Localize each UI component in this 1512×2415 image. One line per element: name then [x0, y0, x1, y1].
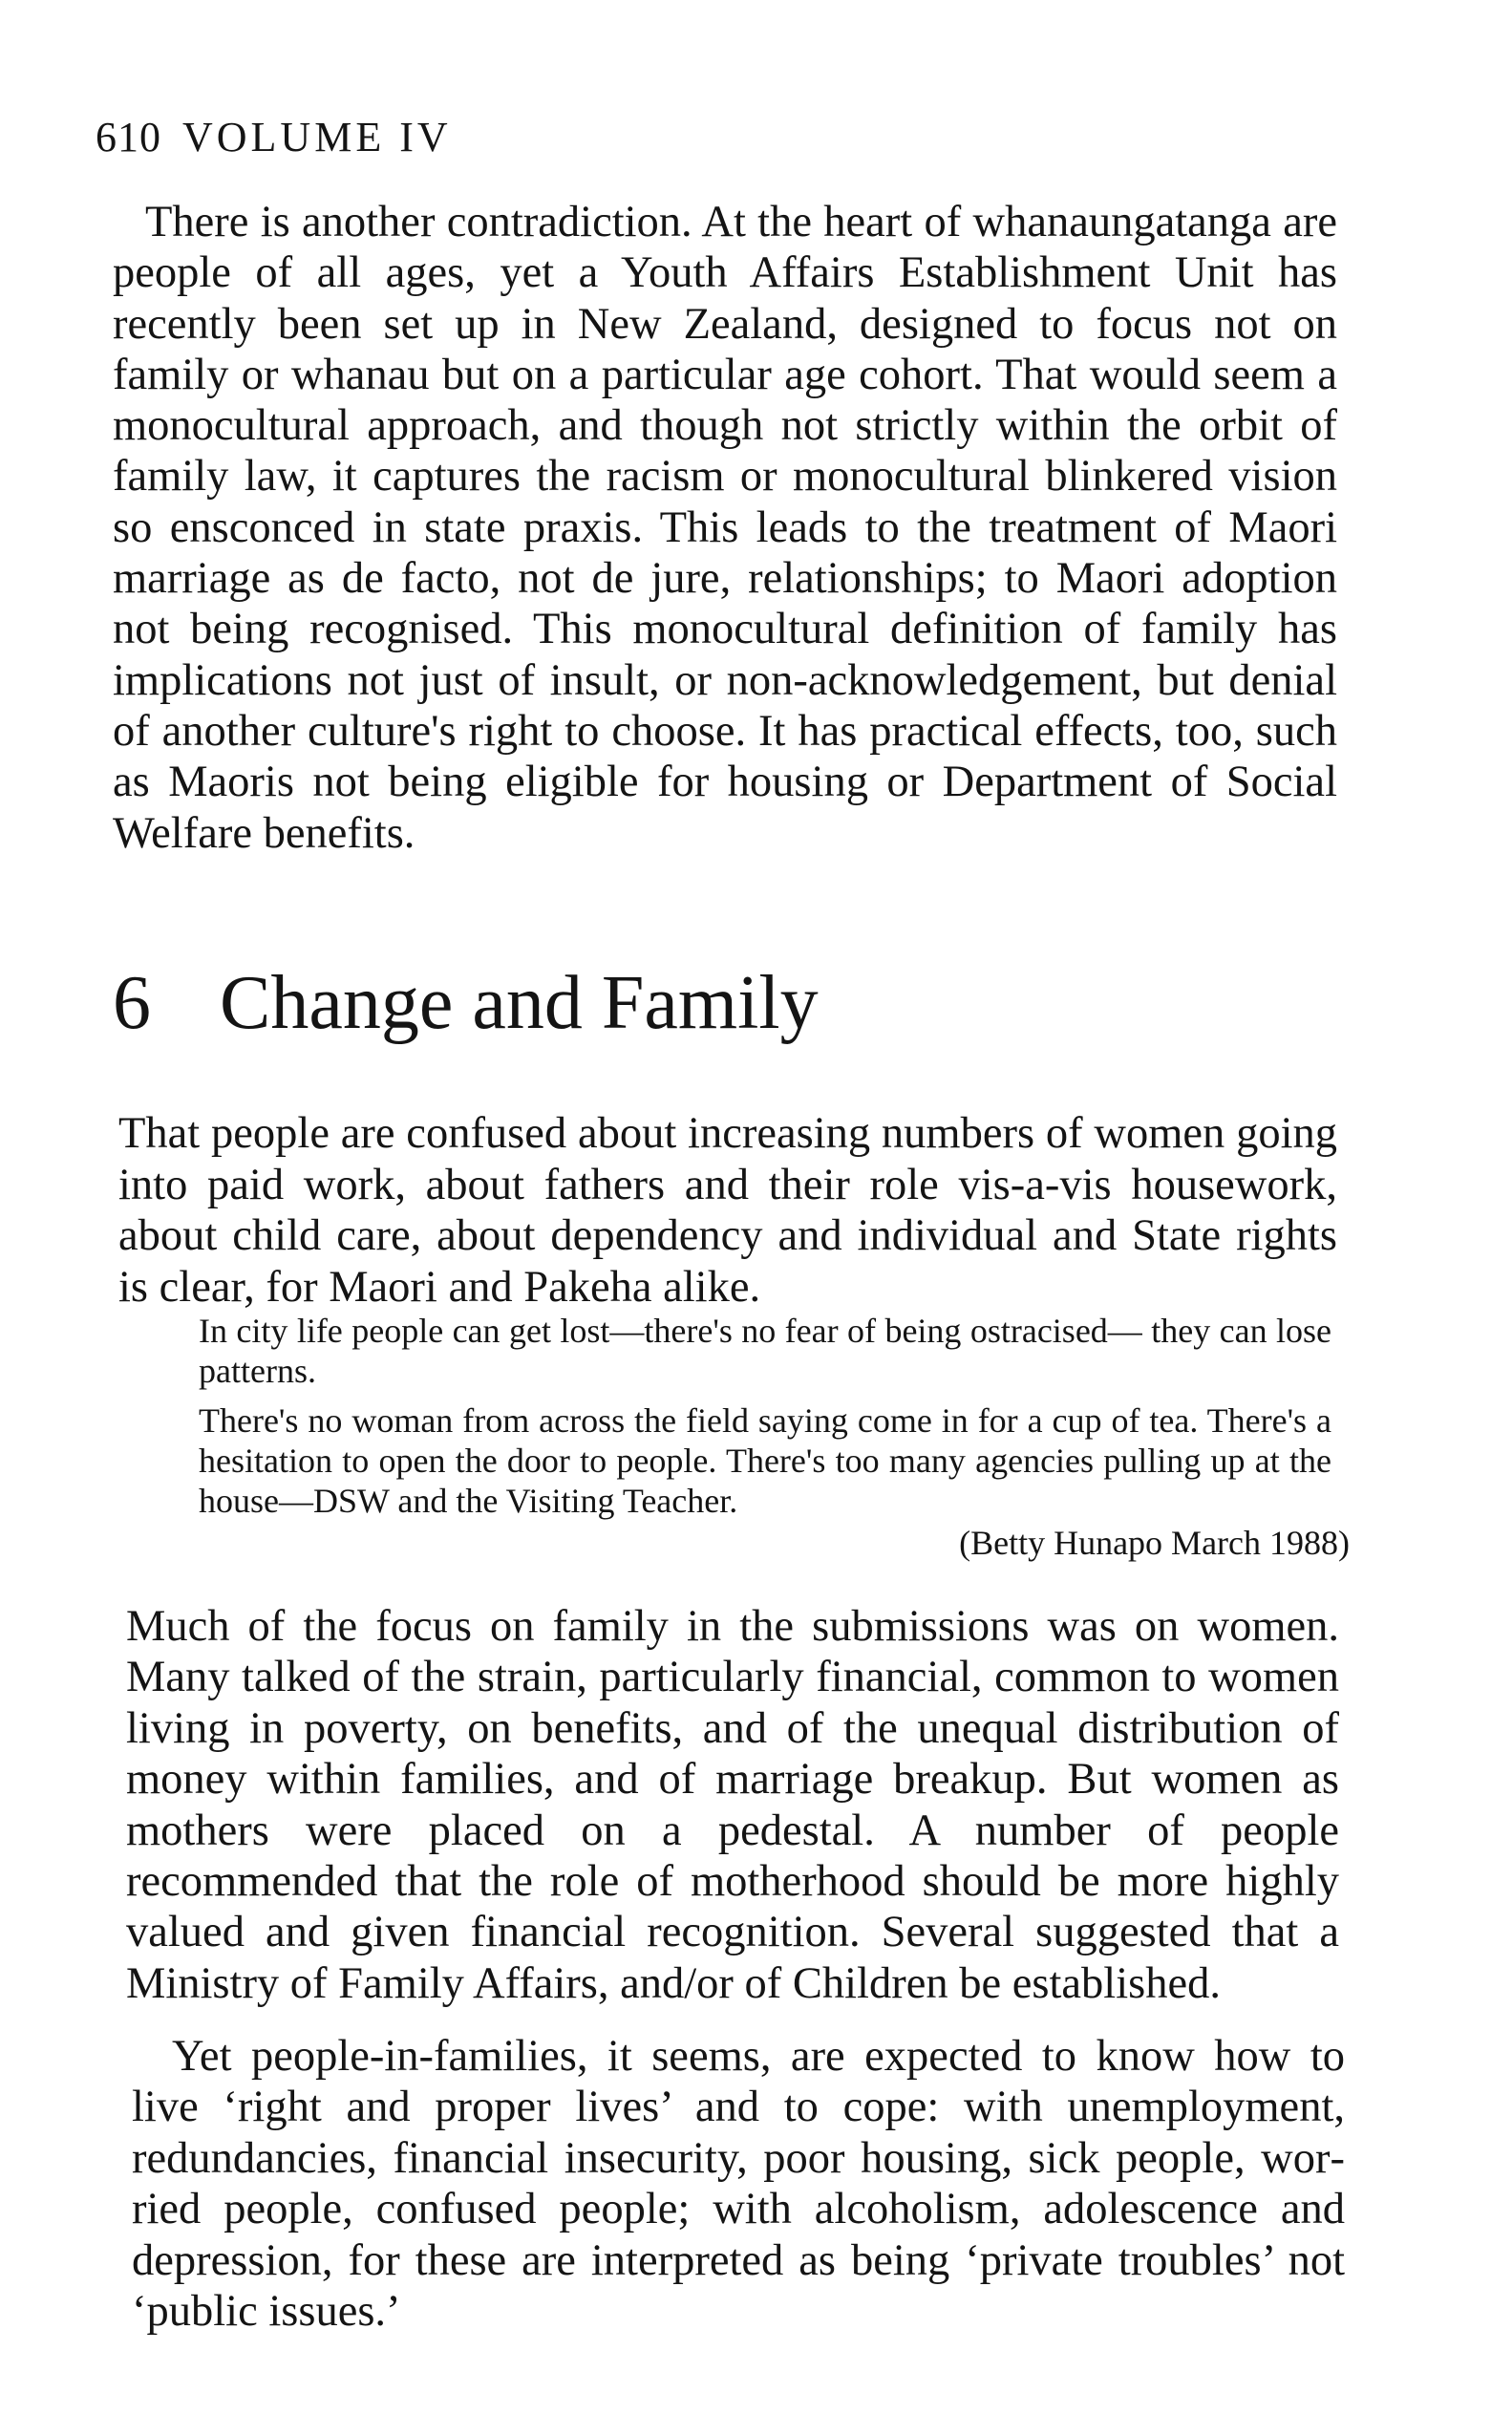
expected-paragraph	[132, 2031, 1345, 2337]
women-focus-text: Much of the focus on family in the submissions was on women. Many talked of the strain, particularly financial, common to women living in poverty, on benefits, and of the unequal distribution of money within families, and of marriage breakup. But women as mothers were placed on a pedestal. A number of people recommended that the role of motherhood should be more highly valued and given financial recognition. Several suggested that a Ministry of Family Affairs, and/or of Children be established.	[126, 1602, 1339, 2008]
running-head	[96, 114, 452, 160]
contradiction-paragraph	[113, 197, 1337, 859]
section-heading	[113, 961, 819, 1045]
expected-text: Yet people-in-families, it seems, are expected to know how to live ‘right and proper lives’ and to cope: with unemployment, redundancies, financial insecurity, poor housing, sick people, worried people, confused people; with alcoholism, adolescence and depression, for these are interpreted as being ‘private troubles’ not ‘public issues.’	[132, 2032, 1345, 2337]
section-number: 6	[113, 961, 151, 1045]
confused-paragraph	[118, 1108, 1337, 1313]
page-number: 610	[96, 114, 161, 160]
quote-attribution: (Betty Hunapo March 1988)	[959, 1524, 1350, 1562]
section-title: Change and Family	[220, 961, 819, 1045]
block-quote	[199, 1311, 1331, 1521]
women-focus-paragraph	[126, 1601, 1339, 2009]
confused-text: That people are confused about increasing numbers of women going into paid work, about fathers and their role vis-a-vis housework, about child care, about dependency and individual and State rights is clear, for Maori and Pakeha alike.	[118, 1109, 1337, 1312]
contradiction-text: There is another contradiction. At the heart of whanaungatanga are people of all ages, yet a Youth Affairs Establishment Unit has recently been set up in New Zealand, designed to focus not on family or whanau but on a particular age cohort. That would seem a monocultural approach, and though not strictly within the orbit of family law, it captures the racism or monocultural blinkered vision so ensconced in state praxis. This leads to the treatment of Maori marriage as de facto, not de jure, relationships; to Maori adoption not being recognised. This monocultural definition of family has implications not just of insult, or non-acknowledgement, but denial of another culture's right to choose. It has practical effects, too, such as Maoris not being eligible for housing or Department of Social Welfare benefits.	[113, 198, 1337, 858]
quote-line-1: In city life people can get lost—there's no fear of being ostracised— they can lose patterns.	[199, 1312, 1331, 1390]
volume-label: VOLUME IV	[182, 114, 452, 160]
quote-line-2: There's no woman from across the field saying come in for a cup of tea. There's a hesitation to open the door to people. There's too many agencies pulling up at the house—DSW and the Visiting Teacher.	[199, 1401, 1331, 1520]
